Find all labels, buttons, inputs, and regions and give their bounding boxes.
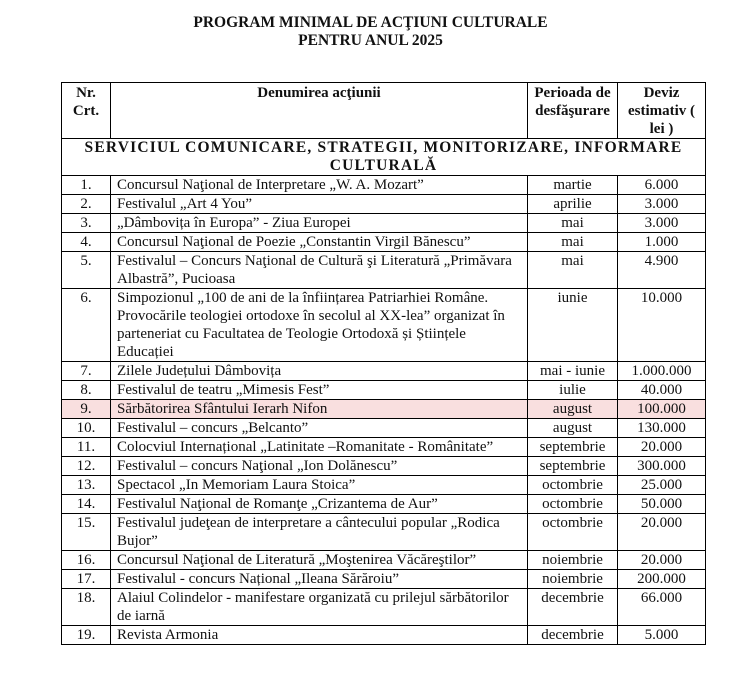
- table-row: [62, 476, 706, 495]
- action-period: mai - iunie: [528, 362, 618, 381]
- action-cost: 3.000: [618, 195, 706, 214]
- action-cost: 66.000: [618, 589, 706, 626]
- action-name: Alaiul Colindelor - manifestare organizată cu prilejul sărbătorilor de iarnă: [111, 589, 528, 626]
- action-period: octombrie: [528, 476, 618, 495]
- action-cost: 40.000: [618, 381, 706, 400]
- action-name: Festivalul Naţional de Romanţe „Crizantema de Aur”: [111, 495, 528, 514]
- table-header-row: [62, 83, 706, 139]
- action-name: Concursul Naţional de Interpretare „W. A. Mozart”: [111, 176, 528, 195]
- section-title: SERVICIUL COMUNICARE, STRATEGII, MONITORIZARE, INFORMARE CULTURALĂ: [62, 139, 706, 176]
- action-period: iunie: [528, 289, 618, 362]
- action-name: Festivalul judeţean de interpretare a cântecului popular „Rodica Bujor”: [111, 514, 528, 551]
- table-row: [62, 362, 706, 381]
- action-period: noiembrie: [528, 570, 618, 589]
- action-period: septembrie: [528, 457, 618, 476]
- title-line-2: PENTRU ANUL 2025: [298, 32, 443, 49]
- action-cost: 1.000: [618, 233, 706, 252]
- action-name: Festivalul - concurs Național „Ileana Sărăroiu”: [111, 570, 528, 589]
- action-cost: 20.000: [618, 438, 706, 457]
- cultural-actions-table: [61, 82, 706, 645]
- header-nr: Nr. Crt.: [62, 83, 111, 139]
- action-name: Spectacol „In Memoriam Laura Stoica”: [111, 476, 528, 495]
- action-name: Simpozionul „100 de ani de la înființarea Patriarhiei Române. Provocările teologiei ortodoxe în secolul al XX-lea” organizat în parteneriat cu Facultatea de Teologie Ortodoxă și Științele Educației: [111, 289, 528, 362]
- table-row: [62, 495, 706, 514]
- table-row: [62, 589, 706, 626]
- header-cost: Deviz estimativ ( lei ): [618, 83, 706, 139]
- action-name: Festivalul „Art 4 You”: [111, 195, 528, 214]
- action-period: octombrie: [528, 514, 618, 551]
- row-number: 10.: [62, 419, 111, 438]
- document-title: [0, 14, 741, 50]
- action-period: septembrie: [528, 438, 618, 457]
- action-period: noiembrie: [528, 551, 618, 570]
- row-number: 1.: [62, 176, 111, 195]
- header-period: Perioada de desfăşurare: [528, 83, 618, 139]
- action-cost: 20.000: [618, 514, 706, 551]
- action-cost: 4.900: [618, 252, 706, 289]
- row-number: 11.: [62, 438, 111, 457]
- row-number: 4.: [62, 233, 111, 252]
- action-period: august: [528, 400, 618, 419]
- action-name: Sărbătorirea Sfântului Ierarh Nifon: [111, 400, 528, 419]
- action-period: decembrie: [528, 626, 618, 645]
- table-row: [62, 195, 706, 214]
- action-name: Festivalul de teatru „Mimesis Fest”: [111, 381, 528, 400]
- table-row: [62, 214, 706, 233]
- table-row: [62, 457, 706, 476]
- action-name: Festivalul – concurs „Belcanto”: [111, 419, 528, 438]
- row-number: 16.: [62, 551, 111, 570]
- row-number: 5.: [62, 252, 111, 289]
- action-name: Concursul Naţional de Poezie „Constantin Virgil Bănescu”: [111, 233, 528, 252]
- header-name: Denumirea acţiunii: [111, 83, 528, 139]
- action-period: mai: [528, 233, 618, 252]
- row-number: 7.: [62, 362, 111, 381]
- table-row: [62, 626, 706, 645]
- section-row: [62, 139, 706, 176]
- action-cost: 1.000.000: [618, 362, 706, 381]
- action-cost: 130.000: [618, 419, 706, 438]
- action-period: martie: [528, 176, 618, 195]
- table-row: [62, 381, 706, 400]
- table-row: [62, 419, 706, 438]
- table-row: [62, 514, 706, 551]
- action-period: octombrie: [528, 495, 618, 514]
- action-cost: 6.000: [618, 176, 706, 195]
- row-number: 6.: [62, 289, 111, 362]
- action-cost: 50.000: [618, 495, 706, 514]
- action-period: mai: [528, 214, 618, 233]
- table-row: [62, 176, 706, 195]
- row-number: 3.: [62, 214, 111, 233]
- row-number: 14.: [62, 495, 111, 514]
- action-cost: 100.000: [618, 400, 706, 419]
- row-number: 13.: [62, 476, 111, 495]
- action-cost: 5.000: [618, 626, 706, 645]
- action-period: aprilie: [528, 195, 618, 214]
- action-cost: 300.000: [618, 457, 706, 476]
- action-cost: 10.000: [618, 289, 706, 362]
- action-cost: 3.000: [618, 214, 706, 233]
- row-number: 12.: [62, 457, 111, 476]
- table-row: [62, 289, 706, 362]
- action-name: Festivalul – concurs Naţional „Ion Dolănescu”: [111, 457, 528, 476]
- action-cost: 20.000: [618, 551, 706, 570]
- action-name: Concursul Naţional de Literatură „Moştenirea Văcăreştilor”: [111, 551, 528, 570]
- action-name: Colocviul Internațional „Latinitate –Romanitate - Românitate”: [111, 438, 528, 457]
- action-name: Zilele Județului Dâmbovița: [111, 362, 528, 381]
- table-row-highlighted: [62, 400, 706, 419]
- action-period: mai: [528, 252, 618, 289]
- row-number: 19.: [62, 626, 111, 645]
- row-number: 17.: [62, 570, 111, 589]
- action-period: decembrie: [528, 589, 618, 626]
- row-number: 8.: [62, 381, 111, 400]
- table-row: [62, 252, 706, 289]
- action-name: Festivalul – Concurs Naţional de Cultură şi Literatură „Primăvara Albastră”, Pucioasa: [111, 252, 528, 289]
- row-number: 18.: [62, 589, 111, 626]
- row-number: 15.: [62, 514, 111, 551]
- table-row: [62, 570, 706, 589]
- row-number: 2.: [62, 195, 111, 214]
- action-period: august: [528, 419, 618, 438]
- action-cost: 200.000: [618, 570, 706, 589]
- table-row: [62, 438, 706, 457]
- action-name: Revista Armonia: [111, 626, 528, 645]
- table-row: [62, 233, 706, 252]
- table-row: [62, 551, 706, 570]
- action-period: iulie: [528, 381, 618, 400]
- title-line-1: PROGRAM MINIMAL DE ACŢIUNI CULTURALE: [193, 14, 548, 31]
- action-name: „Dâmbovița în Europa” - Ziua Europei: [111, 214, 528, 233]
- action-cost: 25.000: [618, 476, 706, 495]
- row-number: 9.: [62, 400, 111, 419]
